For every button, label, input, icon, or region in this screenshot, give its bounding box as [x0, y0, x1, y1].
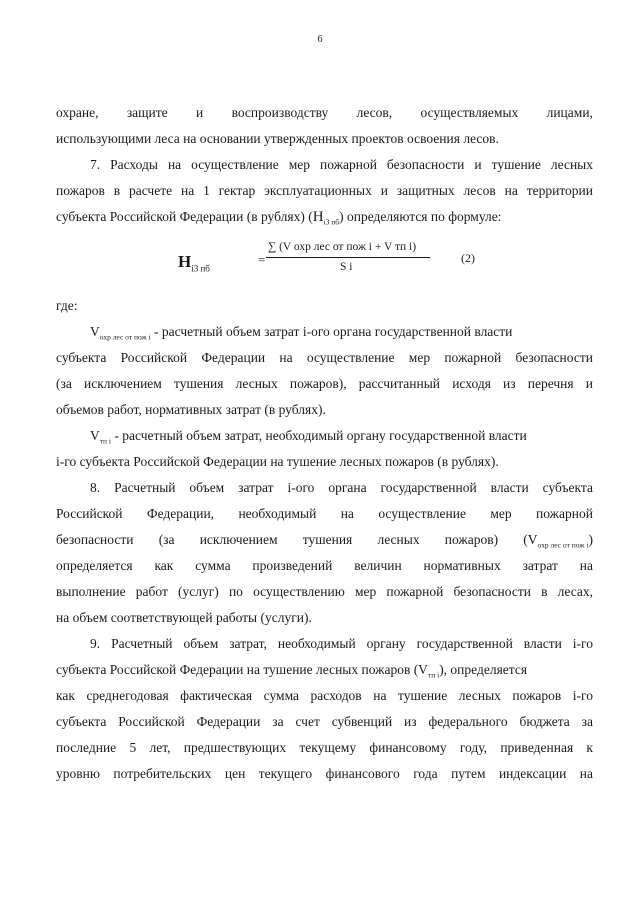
word: мер — [490, 506, 512, 521]
formula-denominator: S i — [340, 261, 353, 273]
paragraph-8-line-3 — [56, 532, 593, 554]
text-span: - расчетный объем затрат, необходимый органу государственной власти — [111, 428, 527, 443]
symbol-subscript: тп i — [99, 436, 111, 446]
symbol-group — [523, 532, 593, 554]
symbol-subscript: тп i — [427, 670, 440, 680]
word: лесов, — [356, 105, 393, 120]
text-span: ) определяются по формуле: — [339, 209, 502, 224]
paragraph-7-line-2: пожаров в расчете на 1 гектар эксплуатационных и защитных лесов на территории — [56, 183, 593, 198]
fraction-bar — [266, 257, 430, 258]
var-1-line-2: субъекта Российской Федерации на осуществление мер пожарной безопасности — [56, 350, 593, 365]
word: исключением — [199, 532, 278, 547]
word: пожарной — [536, 506, 593, 521]
word: защите — [126, 105, 168, 120]
symbol-v: (V — [523, 532, 538, 547]
text-span: ) — [588, 532, 593, 547]
word: сумма — [195, 558, 231, 573]
formula-numerator: ∑ (V охр лес от пож i + V тп i) — [268, 241, 417, 253]
word: лицами, — [546, 105, 593, 120]
page-number: 6 — [317, 34, 323, 45]
symbol-subscript: охр лес от пож i — [99, 332, 151, 342]
word: (за — [158, 532, 175, 547]
word: Российской — [56, 506, 123, 521]
formula-number: (2) — [461, 251, 475, 265]
line-1 — [56, 105, 593, 121]
word: и — [196, 105, 204, 120]
var-2-line-2: i-го субъекта Российской Федерации на тушение лесных пожаров (в рублях). — [56, 454, 499, 469]
paragraph-8-line-5: выполнение работ (услуг) по осуществлению мер пожарной безопасности в лесах, — [56, 584, 593, 599]
word: тушения — [302, 532, 353, 547]
paragraph-8-line-1: 8. Расчетный объем затрат i-ого органа государственной власти субъекта — [90, 480, 593, 495]
word: Федерации, — [146, 506, 215, 521]
word: необходимый — [238, 506, 317, 521]
paragraph-7-line-1: 7. Расходы на осуществление мер пожарной безопасности и тушение лесных — [90, 157, 593, 172]
word: осуществление — [378, 506, 466, 521]
paragraph-9-line-4: субъекта Российской Федерации за счет субвенций из федерального бюджета за — [56, 714, 593, 729]
where-label: где: — [56, 298, 78, 313]
formula-equals: = — [258, 252, 266, 267]
var-1-line-3: (за исключением тушения лесных пожаров), рассчитанный исходя из перечня и — [56, 376, 593, 391]
word: определяется — [56, 558, 133, 573]
word: пожаров) — [444, 532, 499, 547]
word: величин — [354, 558, 402, 573]
paragraph-8-line-2 — [56, 506, 593, 522]
paragraph-7-line-3 — [56, 209, 593, 231]
word: лесных — [377, 532, 420, 547]
formula-lhs-subscript: i3 пб — [191, 263, 210, 274]
word: произведений — [252, 558, 333, 573]
paragraph-8-line-6: на объем соответствующей работы (услуги). — [56, 610, 312, 625]
formula-2 — [0, 238, 640, 278]
text-span: - расчетный объем затрат i-ого органа государственной власти — [150, 324, 513, 339]
word: нормативных — [423, 558, 501, 573]
symbol-subscript: охр лес от пож i — [537, 540, 589, 550]
paragraph-9-line-6: уровню потребительских цен текущего финансового года путем индексации на — [56, 766, 593, 781]
word: охране, — [56, 105, 99, 120]
text-span: субъекта Российской Федерации (в рублях) ( — [56, 209, 313, 224]
var-1-line-4: объемов работ, нормативных затрат (в рублях). — [56, 402, 326, 417]
symbol-subscript: i3 пб — [323, 217, 340, 227]
symbol-v: V — [90, 324, 100, 339]
formula-lhs — [178, 252, 210, 273]
word: как — [154, 558, 174, 573]
text-span: ), определяется — [439, 662, 528, 677]
word: осуществляемых — [420, 105, 519, 120]
paragraph-9-line-1: 9. Расчетный объем затрат, необходимый органу государственной власти i-го — [90, 636, 593, 651]
word: воспроизводству — [231, 105, 329, 120]
symbol-v: V — [90, 428, 100, 443]
word: на — [340, 506, 354, 521]
var-1-line-1 — [56, 324, 593, 346]
word: на — [579, 558, 593, 573]
word: безопасности — [56, 532, 134, 547]
text-span: субъекта Российской Федерации на тушение лесных пожаров (V — [56, 662, 428, 677]
symbol-h: H — [312, 209, 324, 225]
paragraph-9-line-3: как среднегодовая фактическая сумма расходов на тушение лесных пожаров i-го — [56, 688, 593, 703]
paragraph-9-line-2 — [56, 662, 593, 684]
paragraph-9-line-5: последние 5 лет, предшествующих текущему финансовому году, приведенная к — [56, 740, 593, 755]
word: затрат — [522, 558, 558, 573]
var-2-line-1 — [56, 428, 593, 450]
line-2: использующими леса на основании утвержденных проектов освоения лесов. — [56, 131, 499, 146]
paragraph-8-line-4 — [56, 558, 593, 574]
formula-symbol-h: H — [178, 252, 192, 271]
